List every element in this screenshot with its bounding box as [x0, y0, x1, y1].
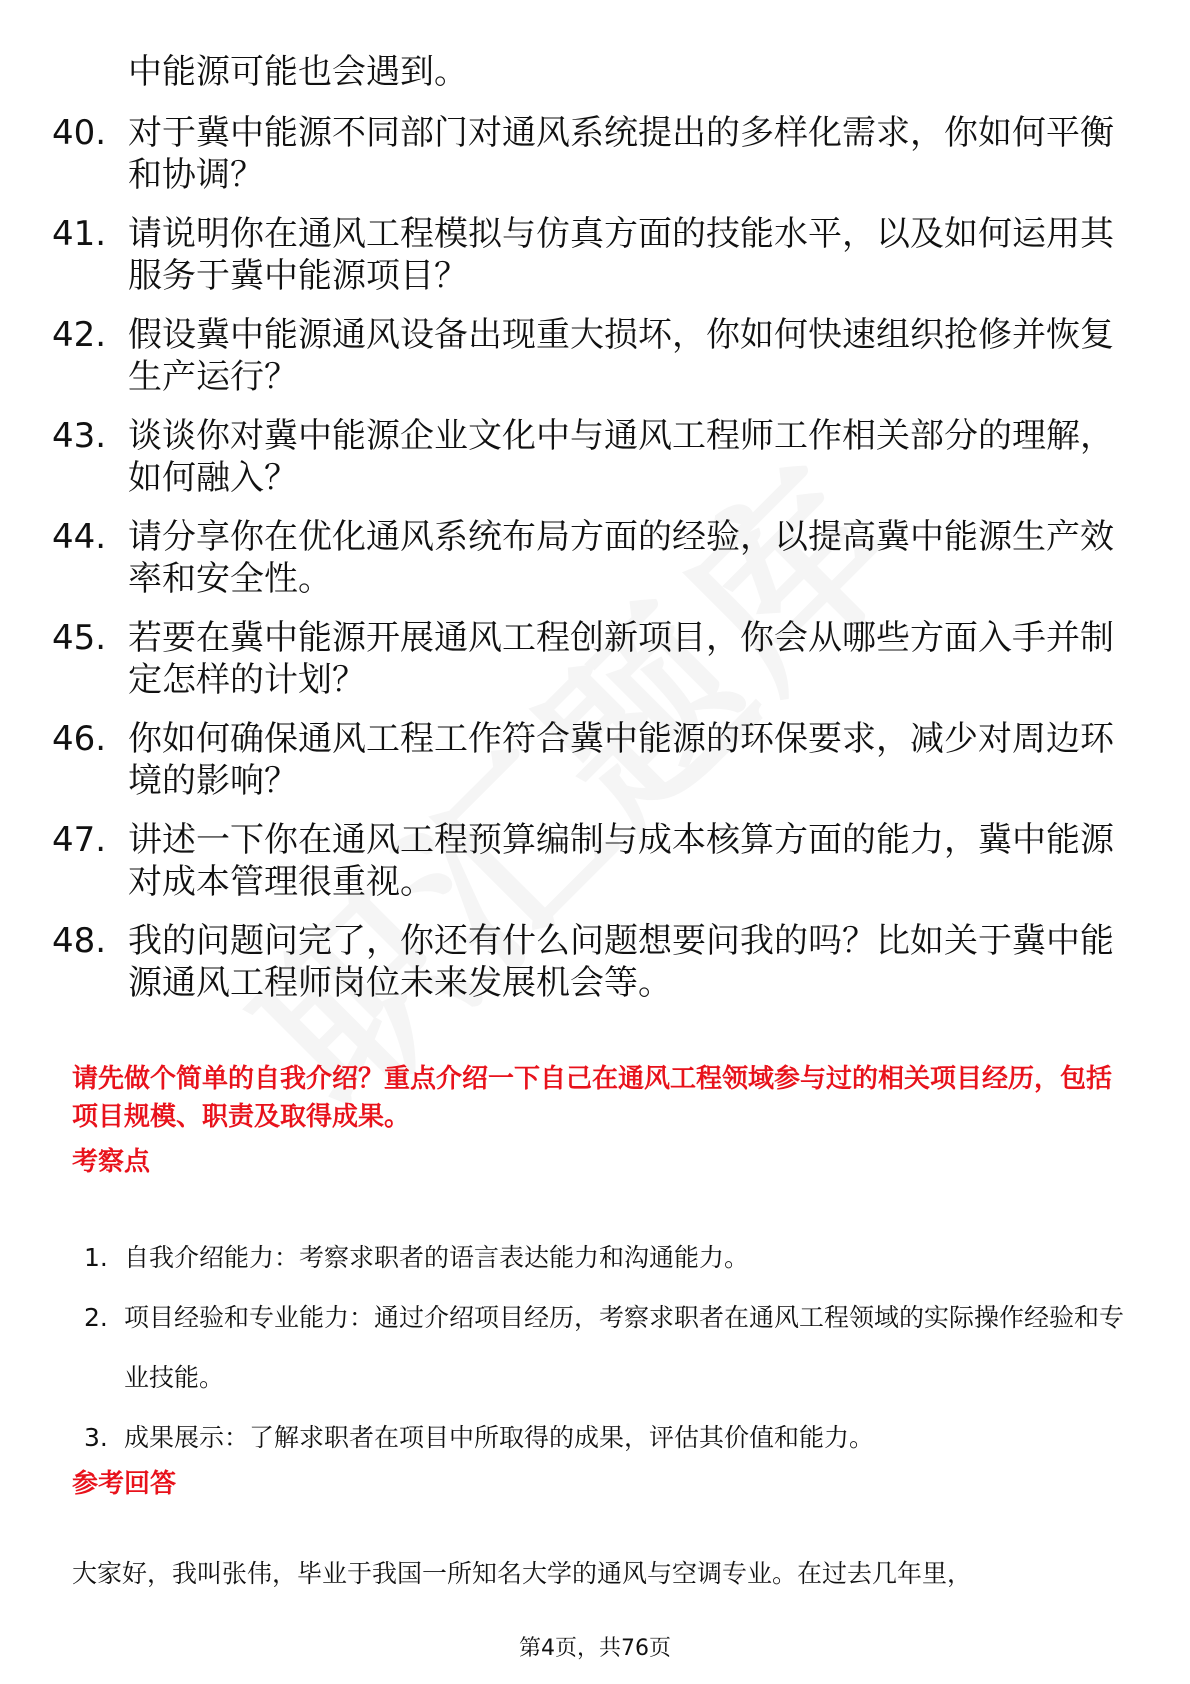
question-number: 48.	[52, 921, 107, 961]
question-number: 43.	[52, 416, 107, 456]
question-list	[52, 112, 1132, 1021]
question-text: 谈谈你对冀中能源企业文化中与通风工程师工作相关部分的理解，如何融入？	[128, 416, 1114, 498]
list-item	[52, 516, 1132, 600]
reference-answer: 大家好，我叫张伟，毕业于我国一所知名大学的通风与空调专业。在过去几年里，	[72, 1559, 973, 1588]
list-item	[52, 718, 1132, 802]
question-text: 我的问题问完了，你还有什么问题想要问我的吗？比如关于冀中能源通风工程师岗位未来发展机会等。	[128, 921, 1114, 1003]
question-text: 若要在冀中能源开展通风工程创新项目，你会从哪些方面入手并制定怎样的计划？	[128, 618, 1114, 700]
point-number: 1.	[84, 1243, 108, 1272]
point-number: 2.	[84, 1303, 108, 1332]
question-number: 42.	[52, 315, 107, 355]
assessment-heading: 考察点	[72, 1147, 151, 1177]
question-number: 47.	[52, 820, 107, 860]
point-number: 3.	[84, 1423, 108, 1452]
continuation-text: 中能源可能也会遇到。	[128, 52, 468, 92]
assessment-list	[84, 1228, 1124, 1468]
question-number: 46.	[52, 719, 107, 759]
question-number: 45.	[52, 618, 107, 658]
list-item	[52, 819, 1132, 903]
list-item	[52, 617, 1132, 701]
list-item	[52, 314, 1132, 398]
question-text: 请说明你在通风工程模拟与仿真方面的技能水平，以及如何运用其服务于冀中能源项目？	[128, 214, 1114, 296]
question-text: 请分享你在优化通风系统布局方面的经验，以提高冀中能源生产效率和安全性。	[128, 517, 1114, 599]
reference-heading: 参考回答	[72, 1469, 177, 1499]
list-item	[52, 213, 1132, 297]
list-item	[84, 1228, 1124, 1288]
question-number: 40.	[52, 113, 107, 153]
point-text: 项目经验和专业能力：通过介绍项目经历，考察求职者在通风工程领域的实际操作经验和专业技能。	[124, 1303, 1125, 1392]
page-footer: 第4页，共76页	[519, 1636, 671, 1661]
question-number: 44.	[52, 517, 107, 557]
list-item	[84, 1288, 1124, 1408]
list-item	[52, 112, 1132, 196]
point-text: 成果展示：了解求职者在项目中所取得的成果，评估其价值和能力。	[124, 1423, 875, 1452]
question-text: 讲述一下你在通风工程预算编制与成本核算方面的能力，冀中能源对成本管理很重视。	[128, 820, 1114, 902]
question-text: 你如何确保通风工程工作符合冀中能源的环保要求，减少对周边环境的影响？	[128, 719, 1114, 801]
list-item	[84, 1408, 1124, 1468]
featured-question: 请先做个简单的自我介绍？重点介绍一下自己在通风工程领域参与过的相关项目经历，包括项目规模、职责及取得成果。	[72, 1064, 1113, 1132]
question-text: 假设冀中能源通风设备出现重大损坏，你如何快速组织抢修并恢复生产运行？	[128, 315, 1114, 397]
question-text: 对于冀中能源不同部门对通风系统提出的多样化需求，你如何平衡和协调？	[128, 113, 1114, 195]
point-text: 自我介绍能力：考察求职者的语言表达能力和沟通能力。	[124, 1243, 750, 1272]
question-number: 41.	[52, 214, 107, 254]
list-item	[52, 920, 1132, 1004]
list-item	[52, 415, 1132, 499]
